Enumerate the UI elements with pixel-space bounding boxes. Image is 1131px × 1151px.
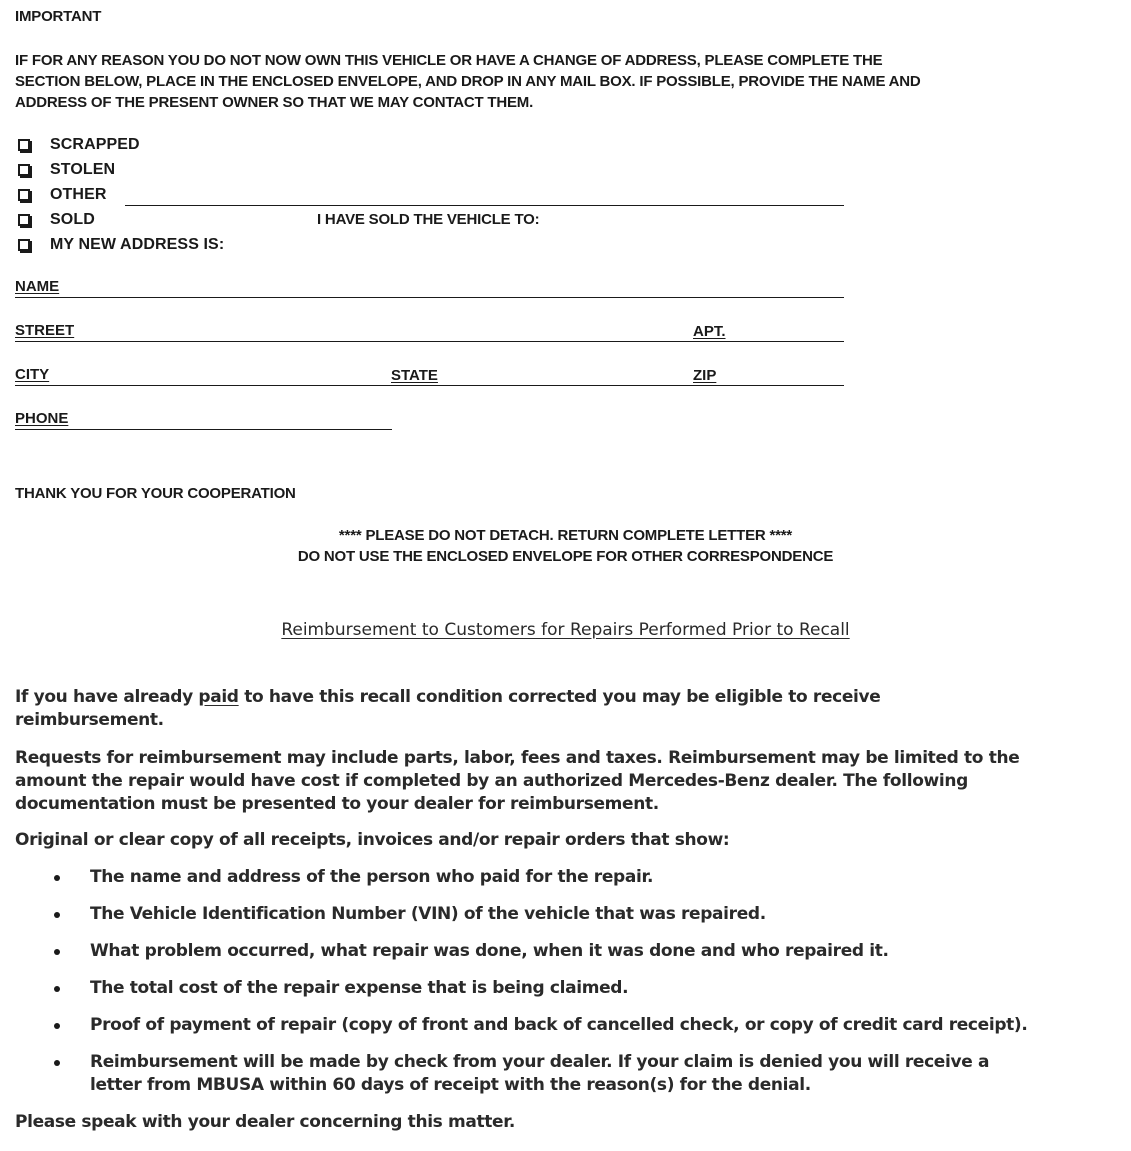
intro-line: SECTION BELOW, PLACE IN THE ENCLOSED ENVELOPE, AND DROP IN ANY MAIL BOX. IF POSSIBLE, PROVIDE THE NAME AND xyxy=(15,73,921,90)
sold-label: SOLD xyxy=(50,211,95,228)
city-input[interactable] xyxy=(60,365,385,385)
paragraph-line: amount the repair would have cost if completed by an authorized Mercedes-Benz dealer. The following xyxy=(15,771,968,791)
street-input[interactable] xyxy=(88,321,686,341)
paragraph-line xyxy=(15,686,880,709)
thanks-text: THANK YOU FOR YOUR COOPERATION xyxy=(15,485,296,502)
zip-label: ZIP xyxy=(693,367,717,384)
other-checkbox[interactable] xyxy=(18,189,30,201)
list-item: Proof of payment of repair (copy of front and back of cancelled check, or copy of credit card receipt). xyxy=(50,1014,1027,1037)
paragraph-line: reimbursement. xyxy=(15,710,164,730)
option-sold[interactable] xyxy=(18,209,95,231)
phone-input[interactable] xyxy=(84,409,389,429)
list-item xyxy=(50,1051,1027,1097)
important-heading: IMPORTANT xyxy=(15,8,102,25)
option-stolen[interactable] xyxy=(18,159,115,181)
other-label: OTHER xyxy=(50,186,107,203)
option-other[interactable] xyxy=(18,184,107,206)
list-item: What problem occurred, what repair was done, when it was done and who repaired it. xyxy=(50,940,1027,963)
paragraph-line: documentation must be presented to your dealer for reimbursement. xyxy=(15,794,659,814)
list-item: The total cost of the repair expense that is being claimed. xyxy=(50,977,1027,1000)
reimbursement-paragraph-1 xyxy=(15,686,880,732)
sold-checkbox[interactable] xyxy=(18,214,30,226)
option-new-address[interactable] xyxy=(18,234,224,256)
scrapped-label: SCRAPPED xyxy=(50,136,140,153)
street-label: STREET xyxy=(15,322,75,339)
reimbursement-paragraph-2 xyxy=(15,747,1019,816)
state-input[interactable] xyxy=(452,366,687,386)
list-item: The name and address of the person who paid for the repair. xyxy=(50,866,1027,889)
apt-label: APT. xyxy=(693,323,726,340)
other-underline xyxy=(125,205,844,206)
phone-label: PHONE xyxy=(15,410,69,427)
apt-input[interactable] xyxy=(736,322,842,342)
notice-line-1: **** PLEASE DO NOT DETACH. RETURN COMPLETE LETTER **** xyxy=(338,527,793,544)
state-label: STATE xyxy=(391,367,438,384)
sold-to-label: I HAVE SOLD THE VEHICLE TO: xyxy=(317,211,540,228)
name-input[interactable] xyxy=(72,277,842,297)
intro-paragraph xyxy=(15,50,1115,113)
stolen-label: STOLEN xyxy=(50,161,116,178)
closing-text: Please speak with your dealer concerning this matter. xyxy=(15,1112,515,1132)
stolen-checkbox[interactable] xyxy=(18,164,30,176)
zip-input[interactable] xyxy=(726,366,842,386)
street-underline xyxy=(15,341,844,342)
list-item-line: letter from MBUSA within 60 days of receipt with the reason(s) for the denial. xyxy=(90,1075,811,1095)
reimbursement-title: Reimbursement to Customers for Repairs Performed Prior to Recall xyxy=(281,620,850,640)
name-label: NAME xyxy=(15,278,60,295)
paid-emphasis: paid xyxy=(198,687,239,707)
scrapped-checkbox[interactable] xyxy=(18,139,30,151)
para1-before: If you have already xyxy=(15,687,199,707)
new-address-checkbox[interactable] xyxy=(18,239,30,251)
city-underline xyxy=(15,385,844,386)
other-input[interactable] xyxy=(127,186,843,206)
new-address-label: MY NEW ADDRESS IS: xyxy=(50,236,225,253)
option-scrapped[interactable] xyxy=(18,134,140,156)
name-underline xyxy=(15,297,844,298)
paragraph-line: Requests for reimbursement may include parts, labor, fees and taxes. Reimbursement may be limited to the xyxy=(15,748,1020,768)
city-label: CITY xyxy=(15,366,50,383)
documentation-list xyxy=(50,866,1027,1111)
phone-underline xyxy=(15,429,392,430)
list-item-line: Reimbursement will be made by check from your dealer. If your claim is denied you will receive a xyxy=(90,1052,990,1072)
list-item: The Vehicle Identification Number (VIN) of the vehicle that was repaired. xyxy=(50,903,1027,926)
intro-line: ADDRESS OF THE PRESENT OWNER SO THAT WE MAY CONTACT THEM. xyxy=(15,94,534,111)
reimbursement-paragraph-3: Original or clear copy of all receipts, invoices and/or repair orders that show: xyxy=(15,830,730,850)
notice-line-2: DO NOT USE THE ENCLOSED ENVELOPE FOR OTHER CORRESPONDENCE xyxy=(297,548,834,565)
intro-line: IF FOR ANY REASON YOU DO NOT NOW OWN THIS VEHICLE OR HAVE A CHANGE OF ADDRESS, PLEASE COMPLETE THE xyxy=(15,52,883,69)
para1-after: to have this recall condition corrected you may be eligible to receive xyxy=(238,687,881,707)
